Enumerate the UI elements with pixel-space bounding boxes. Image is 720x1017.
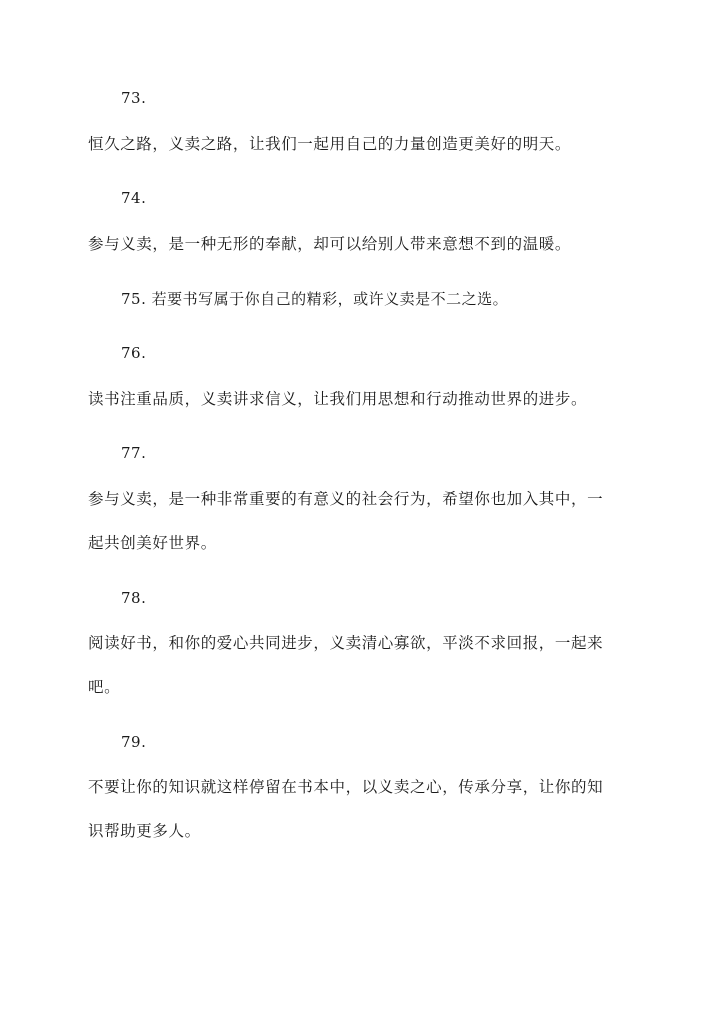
entry-text-77-line-1: 参与义卖，是一种非常重要的有意义的社会行为，希望你也加入其中，一 xyxy=(88,490,604,508)
entry-number-73: 73. xyxy=(121,89,147,107)
entry-text-77-line-2: 起共创美好世界。 xyxy=(88,534,217,552)
entry-text-78-line-1: 阅读好书，和你的爱心共同进步，义卖清心寡欲，平淡不求回报，一起来 xyxy=(88,634,604,652)
entry-text-79-line-2: 识帮助更多人。 xyxy=(88,822,201,840)
entry-number-78: 78. xyxy=(121,589,147,607)
entry-text-76-line-1: 读书注重品质，义卖讲求信义，让我们用思想和行动推动世界的进步。 xyxy=(88,390,588,408)
entry-75: 75. 若要书写属于你自己的精彩，或许义卖是不二之选。 xyxy=(121,290,509,308)
entry-number-77: 77. xyxy=(121,444,147,462)
entry-text-74-line-1: 参与义卖，是一种无形的奉献，却可以给别人带来意想不到的温暖。 xyxy=(88,235,572,253)
entry-text-79-line-1: 不要让你的知识就这样停留在书本中，以义卖之心，传承分享，让你的知 xyxy=(88,778,604,796)
entry-text-78-line-2: 吧。 xyxy=(88,678,121,696)
entry-number-74: 74. xyxy=(121,189,147,207)
entry-number-79: 79. xyxy=(121,733,147,751)
entry-number-76: 76. xyxy=(121,344,147,362)
entry-text-73-line-1: 恒久之路，义卖之路，让我们一起用自己的力量创造更美好的明天。 xyxy=(88,135,572,153)
